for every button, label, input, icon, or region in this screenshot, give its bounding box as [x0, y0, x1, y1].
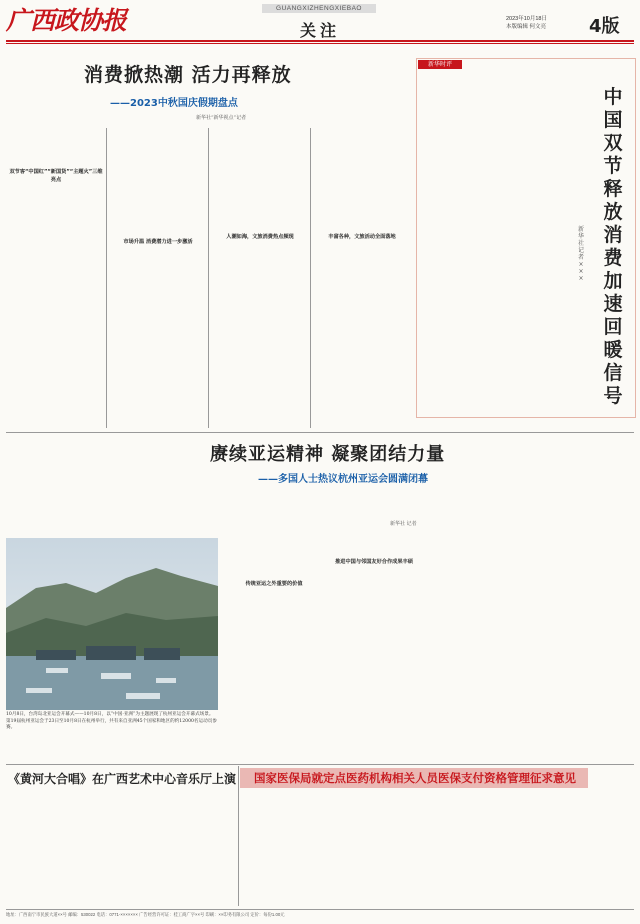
page-number: 4版	[589, 16, 620, 37]
second-story-subhead-2: 推进中国与邻国友好合作成果丰硕	[335, 559, 413, 565]
masthead-pinyin: GUANGXIZHENGXIEBAO	[262, 4, 376, 13]
top-story-subhead-1: 双节客“中国红”“新国货”“主题火”三维亮点	[9, 169, 103, 183]
top-story-col-1	[8, 128, 104, 428]
second-story-col-1	[226, 520, 322, 756]
second-story-subhead: ——多国人士热议杭州亚运会圆满闭幕	[258, 474, 428, 485]
photo-illustration	[6, 538, 218, 710]
bottom-left-body	[8, 790, 236, 904]
second-story-col-4	[530, 530, 634, 756]
section-divider	[6, 432, 634, 433]
commentary-tag: 新华时评	[418, 60, 462, 69]
masthead-rule	[6, 40, 634, 42]
second-story-byline: 新华社 记者	[390, 521, 417, 527]
footer-rule	[6, 909, 634, 910]
bottom-right-body	[242, 794, 634, 906]
top-story-headline: 消费掀热潮 活力再释放	[84, 64, 292, 86]
top-story-col-4	[314, 128, 410, 428]
date-line: 2023年10月18日	[506, 16, 547, 22]
masthead-logo: 广西政协报	[6, 6, 127, 35]
top-story-subhead: ——2023中秋国庆假期盘点	[110, 98, 238, 109]
masthead-rule-thin	[6, 43, 634, 44]
photo-caption: 10月8日，台湾岛北亚运会开幕式——10月8日，以“中国·亚洲”为主题展现了杭州亚运会开幕式场景。第19届杭州亚运会于23日至10月8日在杭州举行，共有来自亚洲45个国家和地区的约12000名运动员参赛。	[6, 712, 217, 730]
column-divider	[208, 128, 209, 428]
second-story-subhead-1: 传统亚运之外重要的价值	[245, 581, 303, 587]
top-story-col-3	[212, 128, 308, 428]
top-story-subhead-3: 人潮如海，文旅消费热点频现	[226, 234, 294, 240]
bottom-left-headline: 《黄河大合唱》在广西艺术中心音乐厅上演	[8, 772, 237, 786]
section-divider	[6, 764, 634, 765]
top-story-subhead-4: 丰富各种，文旅活动全面落地	[328, 234, 396, 240]
second-story-headline: 赓续亚运精神 凝聚团结力量	[210, 444, 446, 465]
date-info	[506, 16, 586, 31]
footer: 地址：广西南宁市民族大道××号 邮编：530022 电话：0771-××××××× 广告经营许可证：桂工商广字××号 印刷：××印务有限公司 定价：每份1.00元	[6, 912, 285, 917]
column-divider	[106, 128, 107, 428]
news-photo	[6, 538, 218, 710]
editor-line: 本版编辑 何文亮	[506, 23, 547, 30]
section-name: 关注	[299, 21, 340, 40]
commentary-title: 中国双节释放消费加速回暖信号	[603, 86, 623, 407]
top-story-col-2	[110, 128, 206, 428]
top-story-subhead-2: 市场升温 消费潜力进一步激活	[123, 239, 193, 245]
bottom-right-headline: 国家医保局就定点医药机构相关人员医保支付资格管理征求意见	[254, 771, 576, 785]
top-story-byline: 新华社“新华视点”记者	[196, 115, 247, 121]
second-story-col-2	[326, 530, 422, 756]
column-divider	[310, 128, 311, 428]
commentary-body	[420, 74, 570, 414]
commentary-byline: 新华社记者 ×××	[577, 226, 584, 282]
column-divider	[238, 766, 239, 906]
second-story-col-3	[426, 530, 526, 756]
